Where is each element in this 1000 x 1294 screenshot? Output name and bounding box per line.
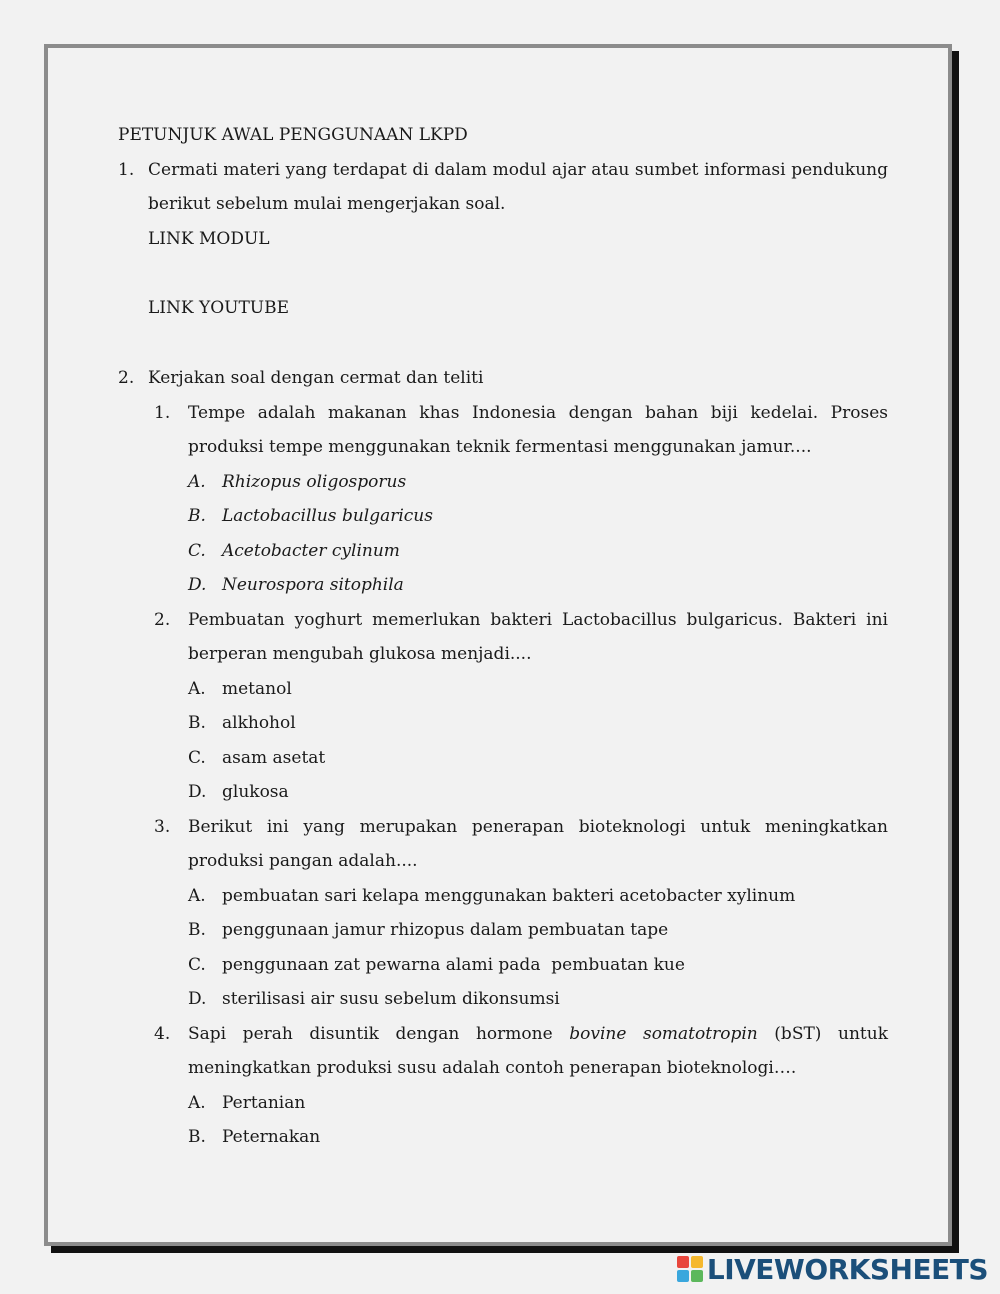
instruction-2-number: 2. xyxy=(118,368,135,388)
option-text: Pertanian xyxy=(222,1092,306,1113)
option-letter: C. xyxy=(188,747,206,768)
question-number: 2. xyxy=(154,609,171,630)
option-b[interactable] xyxy=(188,499,888,534)
option-d[interactable] xyxy=(188,775,888,810)
option-d[interactable] xyxy=(188,568,888,603)
question-text xyxy=(188,1017,888,1086)
liveworksheets-logo-icon xyxy=(677,1256,703,1282)
liveworksheets-brand xyxy=(677,1254,988,1284)
option-letter: A. xyxy=(188,1092,206,1113)
question-text: Berikut ini yang merupakan penerapan bioteknologi untuk meningkatkan produksi pangan adalah.... xyxy=(188,816,888,871)
instruction-2-text: Kerjakan soal dengan cermat dan teliti xyxy=(148,368,484,388)
link-youtube[interactable]: LINK YOUTUBE xyxy=(148,297,290,318)
option-a[interactable] xyxy=(188,879,888,914)
instruction-2 xyxy=(118,361,888,396)
option-text: pembuatan sari kelapa menggunakan bakteri acetobacter xylinum xyxy=(222,885,796,906)
option-d[interactable] xyxy=(188,982,888,1017)
option-letter: C. xyxy=(188,540,206,561)
option-letter: C. xyxy=(188,954,206,975)
option-b[interactable] xyxy=(188,706,888,741)
option-c[interactable] xyxy=(188,534,888,569)
option-a[interactable] xyxy=(188,1086,888,1121)
worksheet-page xyxy=(44,44,952,1246)
option-text: sterilisasi air susu sebelum dikonsumsi xyxy=(222,989,560,1009)
option-letter: D. xyxy=(188,575,207,595)
option-letter: A. xyxy=(188,678,206,699)
option-a[interactable] xyxy=(188,465,888,500)
option-letter: A. xyxy=(188,885,206,906)
question-2 xyxy=(154,603,888,672)
question-text: Tempe adalah makanan khas Indonesia dengan bahan biji kedelai. Proses produksi tempe menggunakan teknik fermentasi menggunakan jamur.... xyxy=(188,402,888,457)
option-text: metanol xyxy=(222,678,292,699)
option-text: asam asetat xyxy=(222,747,326,768)
option-letter: A. xyxy=(188,471,206,492)
hormone-name: bovine somatotropin xyxy=(569,1023,758,1044)
option-a[interactable] xyxy=(188,672,888,707)
question-3 xyxy=(154,810,888,879)
option-letter: D. xyxy=(188,782,207,802)
option-text: penggunaan zat pewarna alami pada pembuatan kue xyxy=(222,954,685,975)
option-letter: B. xyxy=(188,1127,206,1147)
question-number: 1. xyxy=(154,402,171,423)
option-c[interactable] xyxy=(188,741,888,776)
question-text-part: (bST) untuk meningkatkan produksi susu adalah contoh penerapan bioteknologi…. xyxy=(188,1023,888,1078)
option-c[interactable] xyxy=(188,948,888,983)
option-letter: B. xyxy=(188,920,206,940)
option-text: glukosa xyxy=(222,782,289,802)
option-letter: D. xyxy=(188,989,207,1009)
option-letter: B. xyxy=(188,506,206,526)
option-letter: B. xyxy=(188,713,206,733)
option-text: Neurospora sitophila xyxy=(222,575,404,595)
link-modul[interactable]: LINK MODUL xyxy=(148,228,270,249)
page-title: PETUNJUK AWAL PENGGUNAAN LKPD xyxy=(118,125,468,145)
question-4 xyxy=(154,1017,888,1086)
brand-text: LIVEWORKSHEETS xyxy=(706,1252,988,1286)
instruction-1 xyxy=(118,153,888,222)
option-text: Peternakan xyxy=(222,1127,321,1147)
option-b[interactable] xyxy=(188,1120,888,1155)
question-number: 3. xyxy=(154,816,171,837)
worksheet-content xyxy=(118,118,888,1155)
question-text: Pembuatan yoghurt memerlukan bakteri Lactobacillus bulgaricus. Bakteri ini berperan mengubah glukosa menjadi.... xyxy=(188,609,888,664)
question-text-part: Sapi perah disuntik dengan hormone xyxy=(188,1023,570,1044)
option-text: Lactobacillus bulgaricus xyxy=(222,506,433,526)
option-text: alkhohol xyxy=(222,713,296,733)
option-text: penggunaan jamur rhizopus dalam pembuatan tape xyxy=(222,920,669,940)
option-b[interactable] xyxy=(188,913,888,948)
question-1 xyxy=(154,396,888,465)
option-text: Acetobacter cylinum xyxy=(222,540,400,561)
instruction-1-number: 1. xyxy=(118,159,135,180)
instruction-1-text: Cermati materi yang terdapat di dalam modul ajar atau sumbet informasi pendukung berikut sebelum mulai mengerjakan soal. xyxy=(148,159,888,214)
question-number: 4. xyxy=(154,1023,171,1044)
option-text: Rhizopus oligosporus xyxy=(222,471,407,492)
